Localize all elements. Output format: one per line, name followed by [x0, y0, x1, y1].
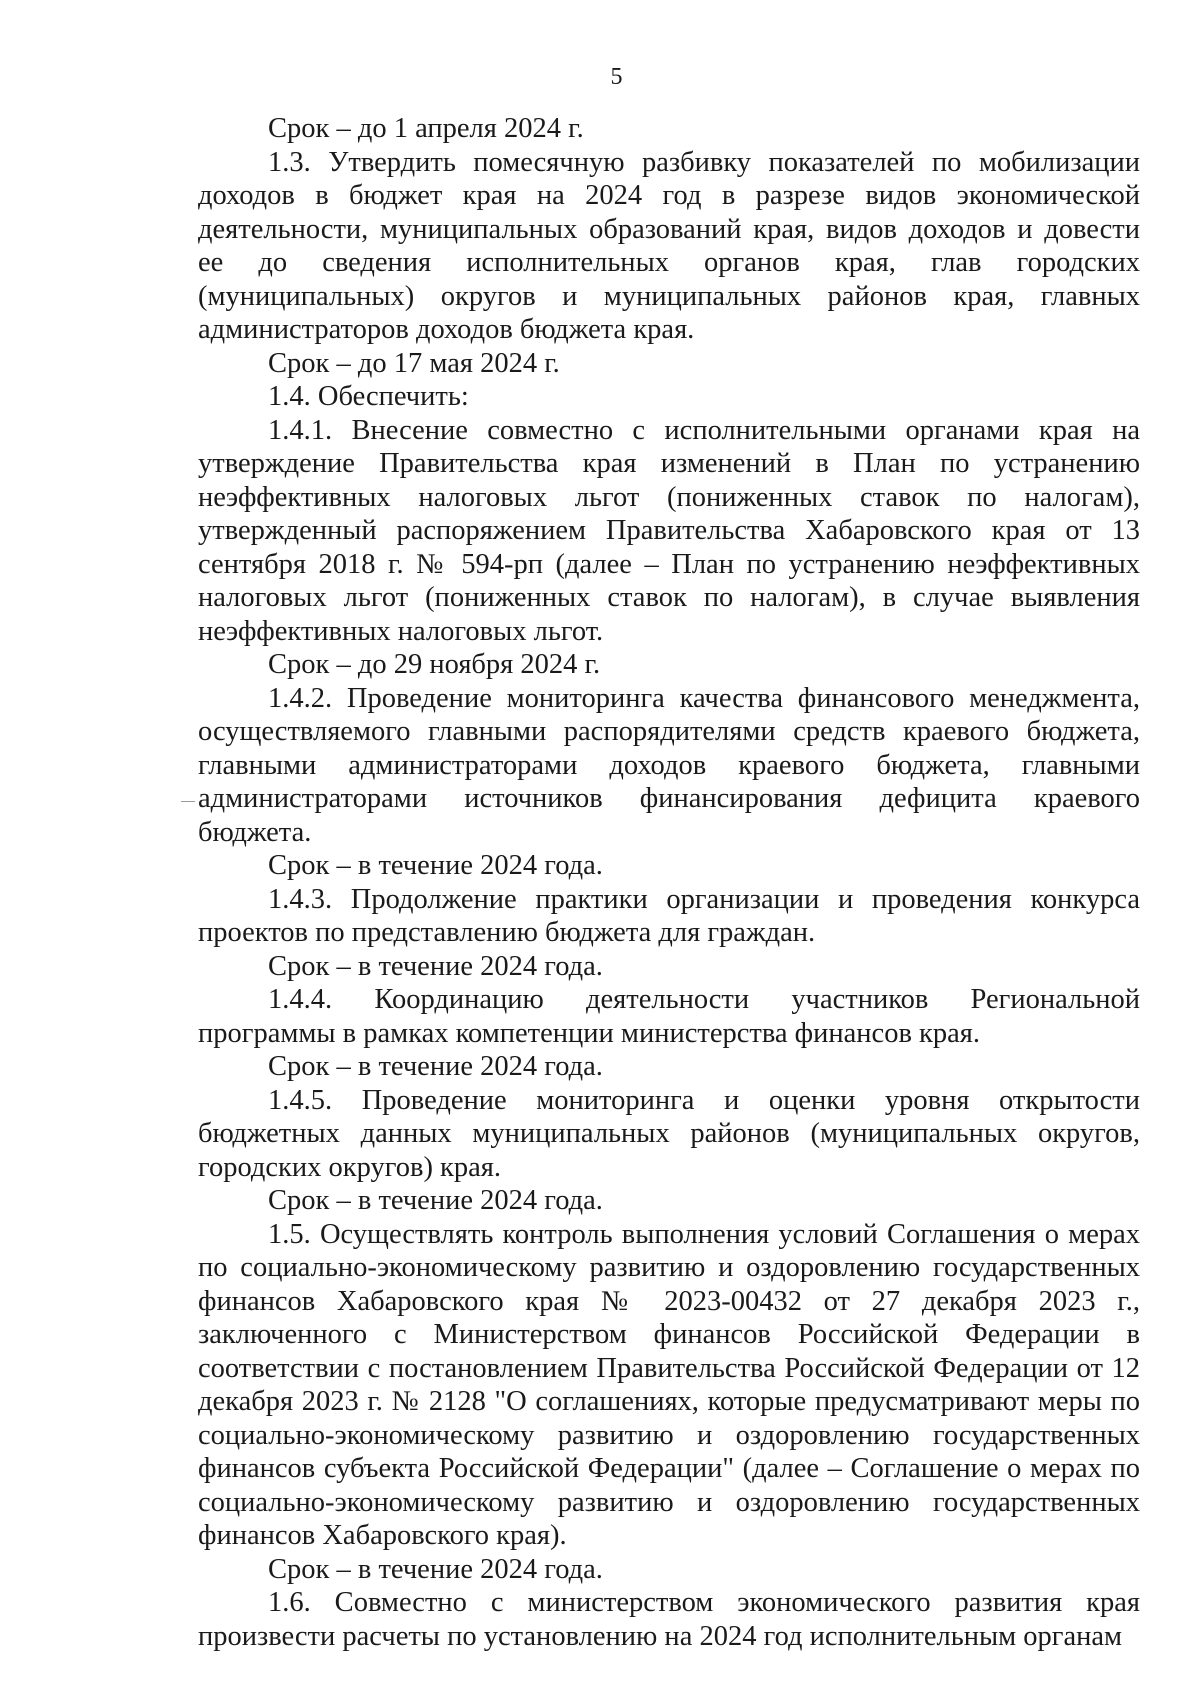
clause-1-4-2-paragraph: 1.4.2. Проведение мониторинга качества финансового менеджмента, осуществляемого главными распорядителями средств краевого бюджета, главными администраторами доходов краевого бюджета, главными администраторами источников финансирования дефицита краевого бюджета.: [198, 682, 1140, 848]
deadline-paragraph: Срок – в течение 2024 года.: [268, 1185, 603, 1216]
clause-1-4-paragraph: 1.4. Обеспечить:: [268, 381, 469, 412]
deadline-paragraph: Срок – в течение 2024 года.: [268, 1051, 603, 1082]
deadline-paragraph: Срок – до 29 ноября 2024 г.: [268, 649, 601, 680]
deadline-paragraph: Срок – в течение 2024 года.: [268, 950, 603, 982]
deadline-paragraph: Срок – до 17 мая 2024 г.: [268, 347, 560, 379]
clause-1-4-4-paragraph: 1.4.4. Координацию деятельности участников Региональной программы в рамках компетенции министерства финансов края.: [198, 984, 1140, 1049]
clause-1-4-3-paragraph: 1.4.3. Продолжение практики организации и проведения конкурса проектов по представлению бюджета для граждан.: [198, 883, 1140, 948]
document-body: [198, 112, 1140, 1653]
clause-1-4-5-paragraph: 1.4.5. Проведение мониторинга и оценки уровня открытости бюджетных данных муниципальных районов (муниципальных округов, городских округов) края.: [198, 1084, 1140, 1183]
deadline-paragraph: Срок – в течение 2024 года.: [268, 1553, 603, 1585]
clause-1-4-1-paragraph: 1.4.1. Внесение совместно с исполнительными органами края на утверждение Правительства края изменений в План по устранению неэффективных налоговых льгот (пониженных ставок по налогам), утвержденный распоряжением Правительства Хабаровского края от 13 сентября 2018 г. № 594-рп (далее – План по устранению неэффективных налоговых льгот (пониженных ставок по налогам), в случае выявления неэффективных налоговых льгот.: [198, 414, 1140, 647]
clause-1-5-paragraph: 1.5. Осуществлять контроль выполнения условий Соглашения о мерах по социально-экономическому развитию и оздоровлению государственных финансов Хабаровского края № 2023-00432 от 27 декабря 2023 г., заключенного с Министерством финансов Российской Федерации в соответствии с постановлением Правительства Российской Федерации от 12 декабря 2023 г. № 2128 "О соглашениях, которые предусматривают меры по социально-экономическому развитию и оздоровлению государственных финансов субъекта Российской Федерации" (далее – Соглашение о мерах по социально-экономическому развитию и оздоровлению государственных финансов Хабаровского края).: [198, 1218, 1140, 1551]
deadline-paragraph: Срок – в течение 2024 года.: [268, 850, 603, 881]
clause-1-3-paragraph: 1.3. Утвердить помесячную разбивку показателей по мобилизации доходов в бюджет края на 2024 год в разрезе видов экономической деятельности, муниципальных образований края, видов доходов и довести ее до сведения исполнительных органов края, глав городских (муниципальных) округов и муниципальных районов края, главных администраторов доходов бюджета края.: [198, 146, 1140, 345]
scan-artifact-line: [181, 801, 195, 802]
deadline-paragraph: Срок – до 1 апреля 2024 г.: [268, 113, 584, 144]
clause-1-6-paragraph: 1.6. Совместно с министерством экономического развития края произвести расчеты по установлению на 2024 год исполнительным органам: [198, 1587, 1140, 1652]
page-number: 5: [610, 64, 623, 90]
